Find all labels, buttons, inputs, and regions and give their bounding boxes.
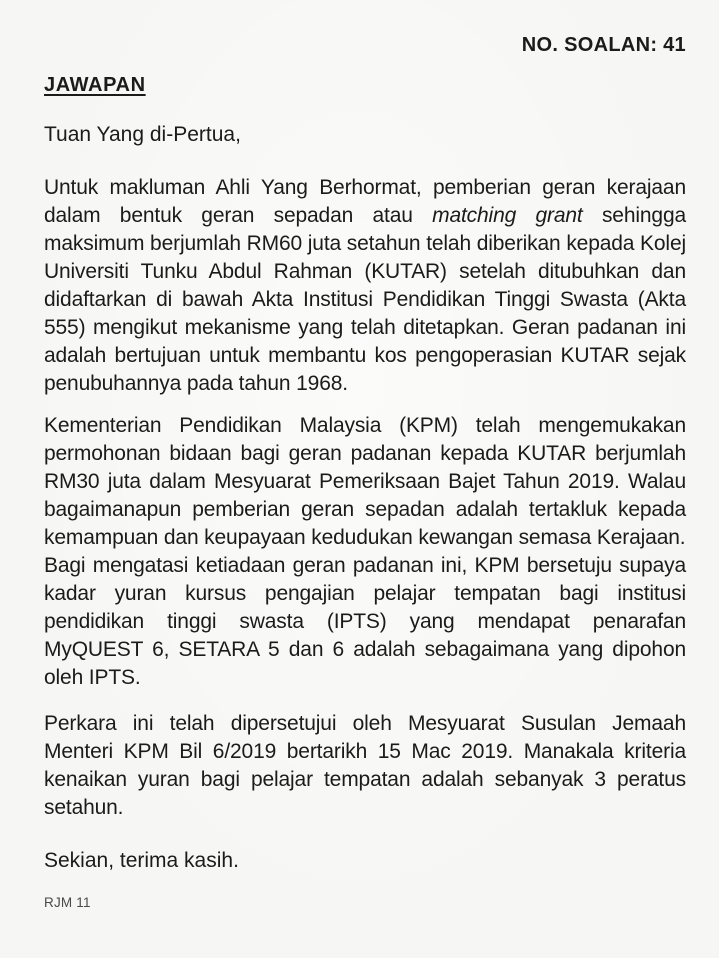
question-number: NO. SOALAN: 41 bbox=[521, 34, 686, 56]
paragraph-budget-request: Kementerian Pendidikan Malaysia (KPM) telah mengemukakan permohonan bidaan bagi geran padanan kepada KUTAR berjumlah RM30 juta dalam Mesyuarat Pemeriksaan Bajet Tahun 2019. Walau bagaimanapun pemberian geran sepadan adalah tertakluk kepada kemampuan dan keupayaan kedudukan kewangan semasa Kerajaan. bbox=[44, 414, 686, 549]
reference-code: RJM 11 bbox=[44, 895, 91, 910]
paragraph-fee-rate-approval: Bagi mengatasi ketiadaan geran padanan ini, KPM bersetuju supaya kadar yuran kursus pengajian pelajar tempatan bagi institusi pendidikan tinggi swasta (IPTS) yang mendapat penarafan MyQUEST 6, SETARA 5 dan 6 adalah sebagaimana yang dipohon oleh IPTS. bbox=[44, 554, 686, 689]
salutation: Tuan Yang di-Pertua, bbox=[44, 123, 241, 146]
closing-remark: Sekian, terima kasih. bbox=[44, 849, 239, 872]
paragraph-cabinet-decision: Perkara ini telah dipersetujui oleh Mesyuarat Susulan Jemaah Menteri KPM Bil 6/2019 bertarikh 15 Mac 2019. Manakala kriteria kenaikan yuran bagi pelajar tempatan adalah sebanyak 3 peratus setahun. bbox=[44, 712, 686, 819]
answer-heading: JAWAPAN bbox=[44, 74, 146, 96]
paragraph-matching-grant-info: Untuk makluman Ahli Yang Berhormat, pemberian geran kerajaan dalam bentuk geran sepadan atau matching grant sehingga maksimum berjumlah RM60 juta setahun telah diberikan kepada Kolej Universiti Tunku Abdul Rahman (KUTAR) setelah ditubuhkan dan didaftarkan di bawah Akta Institusi Pendidikan Tinggi Swasta (Akta 555) mengikut mekanisme yang telah ditetapkan. Geran padanan ini adalah bertujuan untuk membantu kos pengoperasian KUTAR sejak penubuhannya pada tahun 1968. bbox=[44, 176, 687, 395]
